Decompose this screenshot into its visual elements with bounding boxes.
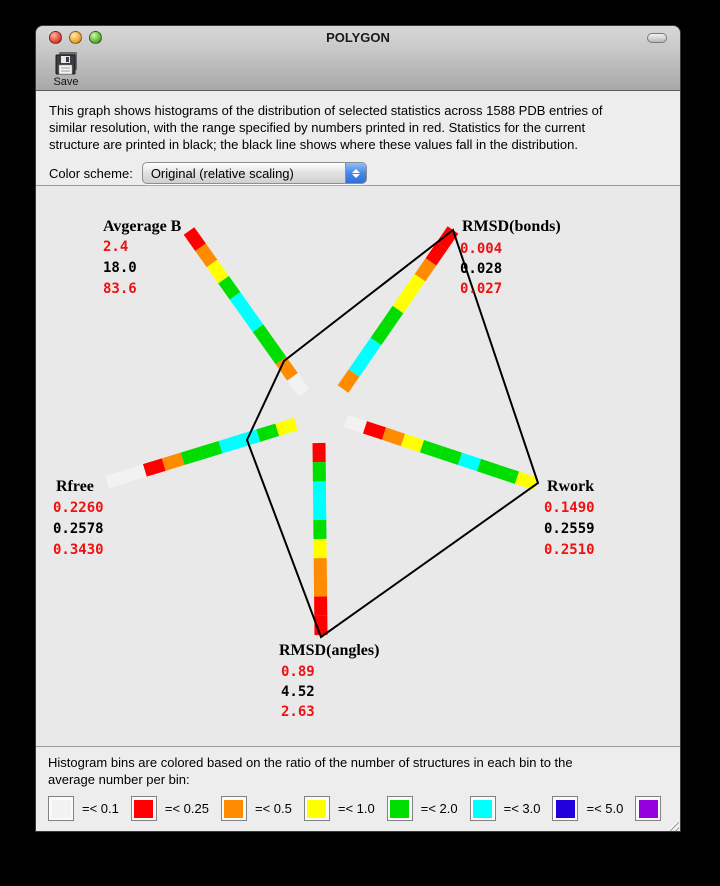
histogram-bin-segment [224, 280, 236, 296]
legend-description-line: average number per bin: [48, 772, 190, 787]
polygon-window [35, 25, 681, 832]
legend-color-swatch [304, 796, 330, 821]
legend-item [470, 796, 541, 821]
legend-item [221, 796, 292, 821]
axis-name-label: RMSD(angles) [279, 642, 380, 659]
histogram-bin-segment [212, 263, 224, 279]
axis-range-value: 0.027 [460, 281, 503, 297]
histogram-bin-segment [479, 465, 498, 471]
histogram-bin-segment [398, 294, 409, 310]
axis-range-value: 0.2510 [544, 542, 595, 558]
legend-item [387, 796, 458, 821]
legend-item [635, 796, 661, 821]
histogram-bin-segment [376, 325, 387, 341]
histogram-bin-segment [346, 421, 365, 427]
zoom-button[interactable] [89, 31, 102, 44]
histogram-bin-segment [126, 470, 145, 476]
histogram-bin-segment [258, 430, 277, 436]
legend-item [304, 796, 375, 821]
axis-current-value: 4.52 [281, 684, 315, 700]
legend-label: =< 1.0 [337, 801, 375, 816]
histogram-bin-segment [189, 231, 201, 247]
histogram-bin-segment [202, 447, 221, 453]
axis-range-value: 2.4 [103, 239, 129, 255]
axis-current-value: 0.2559 [544, 521, 595, 537]
axis-name-label: RMSD(bonds) [462, 218, 561, 235]
histogram-bin-segment [441, 453, 460, 459]
axis-range-value: 0.2260 [53, 500, 104, 516]
description-text [49, 102, 667, 153]
axis-current-value: 0.2578 [53, 521, 104, 537]
legend-item [552, 796, 623, 821]
minimize-button[interactable] [69, 31, 82, 44]
save-icon [53, 51, 79, 75]
axis-range-value: 83.6 [103, 281, 137, 297]
histogram-bin-segment [277, 424, 296, 430]
legend-color-swatch [48, 796, 74, 821]
histogram-bin-segment [107, 476, 126, 482]
histogram-bin-segment [403, 440, 422, 446]
color-scheme-selected-value: Original (relative scaling) [150, 165, 294, 181]
axis-current-value: 18.0 [103, 260, 137, 276]
axis-current-value: 0.028 [460, 261, 503, 277]
axis-name-label: Rwork [547, 478, 595, 495]
description-line: This graph shows histograms of the distribution of selected statistics across 1588 PDB entries of [49, 103, 603, 118]
save-button[interactable] [45, 51, 87, 88]
toolbar-toggle-button[interactable] [647, 33, 667, 43]
histogram-bin-segment [220, 441, 239, 447]
toolbar [36, 49, 680, 88]
histogram-bin-segment [270, 344, 282, 360]
window-title: POLYGON [326, 30, 390, 45]
save-button-label: Save [53, 76, 79, 88]
histogram-bin-segment [420, 262, 431, 278]
histogram-bin-segment [293, 377, 305, 393]
histogram-bin-segment [354, 357, 365, 373]
legend-label: =< 3.0 [503, 801, 541, 816]
window-chrome [36, 26, 680, 91]
histogram-bin-segment [460, 459, 479, 465]
traffic-lights [49, 31, 102, 44]
histogram-bin-segment [422, 446, 441, 452]
histogram-bin-segment [258, 328, 270, 344]
legend-color-swatch [552, 796, 578, 821]
color-scheme-dropdown[interactable] [142, 162, 367, 184]
histogram-bin-segment [365, 341, 376, 357]
legend-label: =< 0.1 [82, 801, 119, 816]
legend-label: =< 5.0 [586, 801, 624, 816]
histogram-bin-segment [164, 459, 183, 465]
legend-row [48, 796, 668, 821]
legend-description-line: Histogram bins are colored based on the ratio of the number of structures in each bin to the [48, 755, 573, 770]
histogram-bin-segment [431, 246, 442, 262]
legend-panel [36, 746, 680, 832]
axis-range-value: 2.63 [281, 704, 315, 720]
axis-range-value: 0.3430 [53, 542, 104, 558]
histogram-bin-segment [384, 434, 403, 440]
legend-color-swatch [131, 796, 157, 821]
header-panel [36, 91, 680, 186]
histogram-bin-segment [409, 278, 420, 294]
axis-range-value: 0.1490 [544, 500, 595, 516]
legend-item [48, 796, 119, 821]
dropdown-stepper-icon [345, 163, 366, 183]
axis-name-label: Avgerage B [103, 218, 182, 235]
description-line: similar resolution, with the range specified by numbers printed in red. Statistics for the current [49, 120, 586, 135]
histogram-bin-segment [235, 296, 247, 312]
histogram-bin-segment [343, 373, 354, 389]
legend-color-swatch [221, 796, 247, 821]
axis-name-label: Rfree [56, 478, 94, 495]
legend-color-swatch [387, 796, 413, 821]
histogram-bin-segment [365, 427, 384, 433]
histogram-bin-segment [145, 465, 164, 471]
color-scheme-label: Color scheme: [49, 165, 133, 181]
legend-label: =< 0.25 [164, 801, 209, 816]
histogram-bin-segment [183, 453, 202, 459]
axis-range-value: 0.89 [281, 664, 315, 680]
histogram-bin-segment [247, 312, 259, 328]
histogram-bin-segment [498, 471, 517, 477]
axis-range-value: 0.004 [460, 241, 503, 257]
polygon-chart [36, 186, 681, 746]
title-bar[interactable] [36, 26, 680, 49]
legend-label: =< 0.5 [254, 801, 292, 816]
histogram-bin-segment [201, 247, 213, 263]
polygon-plot-area [36, 186, 680, 746]
legend-color-swatch [470, 796, 496, 821]
description-line: structure are printed in black; the black line shows where these values fall in the distribution. [49, 137, 578, 152]
legend-color-swatch [635, 796, 661, 821]
close-button[interactable] [49, 31, 62, 44]
histogram-bin-segment [517, 478, 536, 484]
histogram-bin-segment [387, 310, 398, 326]
legend-item [131, 796, 209, 821]
legend-label: =< 2.0 [420, 801, 458, 816]
